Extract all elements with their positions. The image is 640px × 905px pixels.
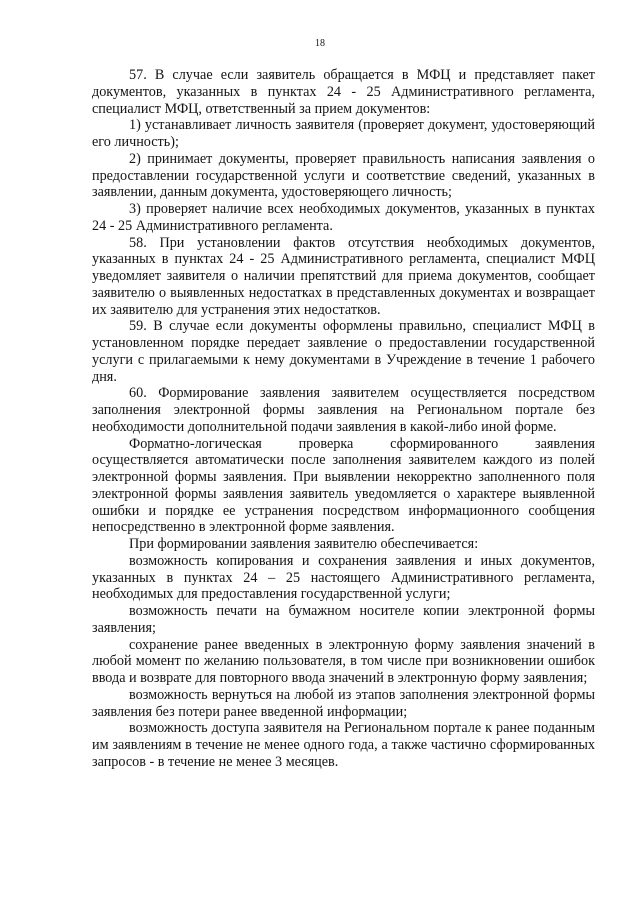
document-body: [92, 67, 595, 771]
provision-save-values: сохранение ранее введенных в электронную форму заявления значений в любой момент по желанию пользователя, в том числе при возникновении ошибок ввода и возврате для повторного ввода значений в электронную форму заявления;: [92, 636, 595, 686]
paragraph-60: 60. Формирование заявления заявителем осуществляется посредством заполнения электронной формы заявления на Региональном портале без необходимости дополнительной подачи заявления в какой-либо иной форме.: [92, 385, 595, 435]
paragraph-57-item-2: 2) принимает документы, проверяет правильность написания заявления о предоставлении государственной услуги и соответствие сведений, указанных в заявлении, данным документа, удостоверяющего личность;: [92, 150, 595, 201]
paragraph-58: 58. При установлении фактов отсутствия необходимых документов, указанных в пунктах 24 - 25 Административного регламента, специалист МФЦ уведомляет заявителя о наличии препятствий для приема документов, сообщает заявителю о выявленных недостатках в представленных документах и возвращает их заявителю для устранения этих недостатков.: [92, 234, 595, 318]
paragraph-57: 57. В случае если заявитель обращается в МФЦ и представляет пакет документов, указанных в пунктах 24 - 25 Административного регламента, специалист МФЦ, ответственный за прием документов:: [92, 67, 595, 117]
provision-copy-save: возможность копирования и сохранения заявления и иных документов, указанных в пунктах 24 – 25 настоящего Административного регламента, необходимых для предоставления государственной услуги;: [92, 552, 595, 603]
page-number: 18: [315, 38, 325, 49]
paragraph-59: 59. В случае если документы оформлены правильно, специалист МФЦ в установленном порядке передает заявление о предоставлении государственной услуги с прилагаемыми к нему документами в Учреждение в течение 1 рабочего дня.: [92, 318, 595, 385]
paragraph-provisions-intro: При формировании заявления заявителю обеспечивается:: [129, 536, 479, 552]
paragraph-57-item-1: 1) устанавливает личность заявителя (проверяет документ, удостоверяющий его личность);: [92, 117, 595, 150]
paragraph-format-check: Форматно-логическая проверка сформированного заявления осуществляется автоматически после заполнения заявителем каждого из полей электронной формы заявления. При выявлении некорректно заполненного поля электронной формы заявления заявитель уведомляется о характере выявленной ошибки и порядке ее устранения посредством информационного сообщения непосредственно в электронной форме заявления.: [92, 435, 595, 536]
provision-return-step: возможность вернуться на любой из этапов заполнения электронной формы заявления без потери ранее введенной информации;: [92, 686, 595, 720]
paragraph-57-item-3: 3) проверяет наличие всех необходимых документов, указанных в пунктах 24 - 25 Административного регламента.: [92, 201, 595, 234]
provision-access: возможность доступа заявителя на Региональном портале к ранее поданным им заявлениям в течение не менее одного года, а также частично сформированных запросов - в течение не менее 3 месяцев.: [92, 720, 595, 770]
provision-print: возможность печати на бумажном носителе копии электронной формы заявления;: [92, 603, 595, 636]
